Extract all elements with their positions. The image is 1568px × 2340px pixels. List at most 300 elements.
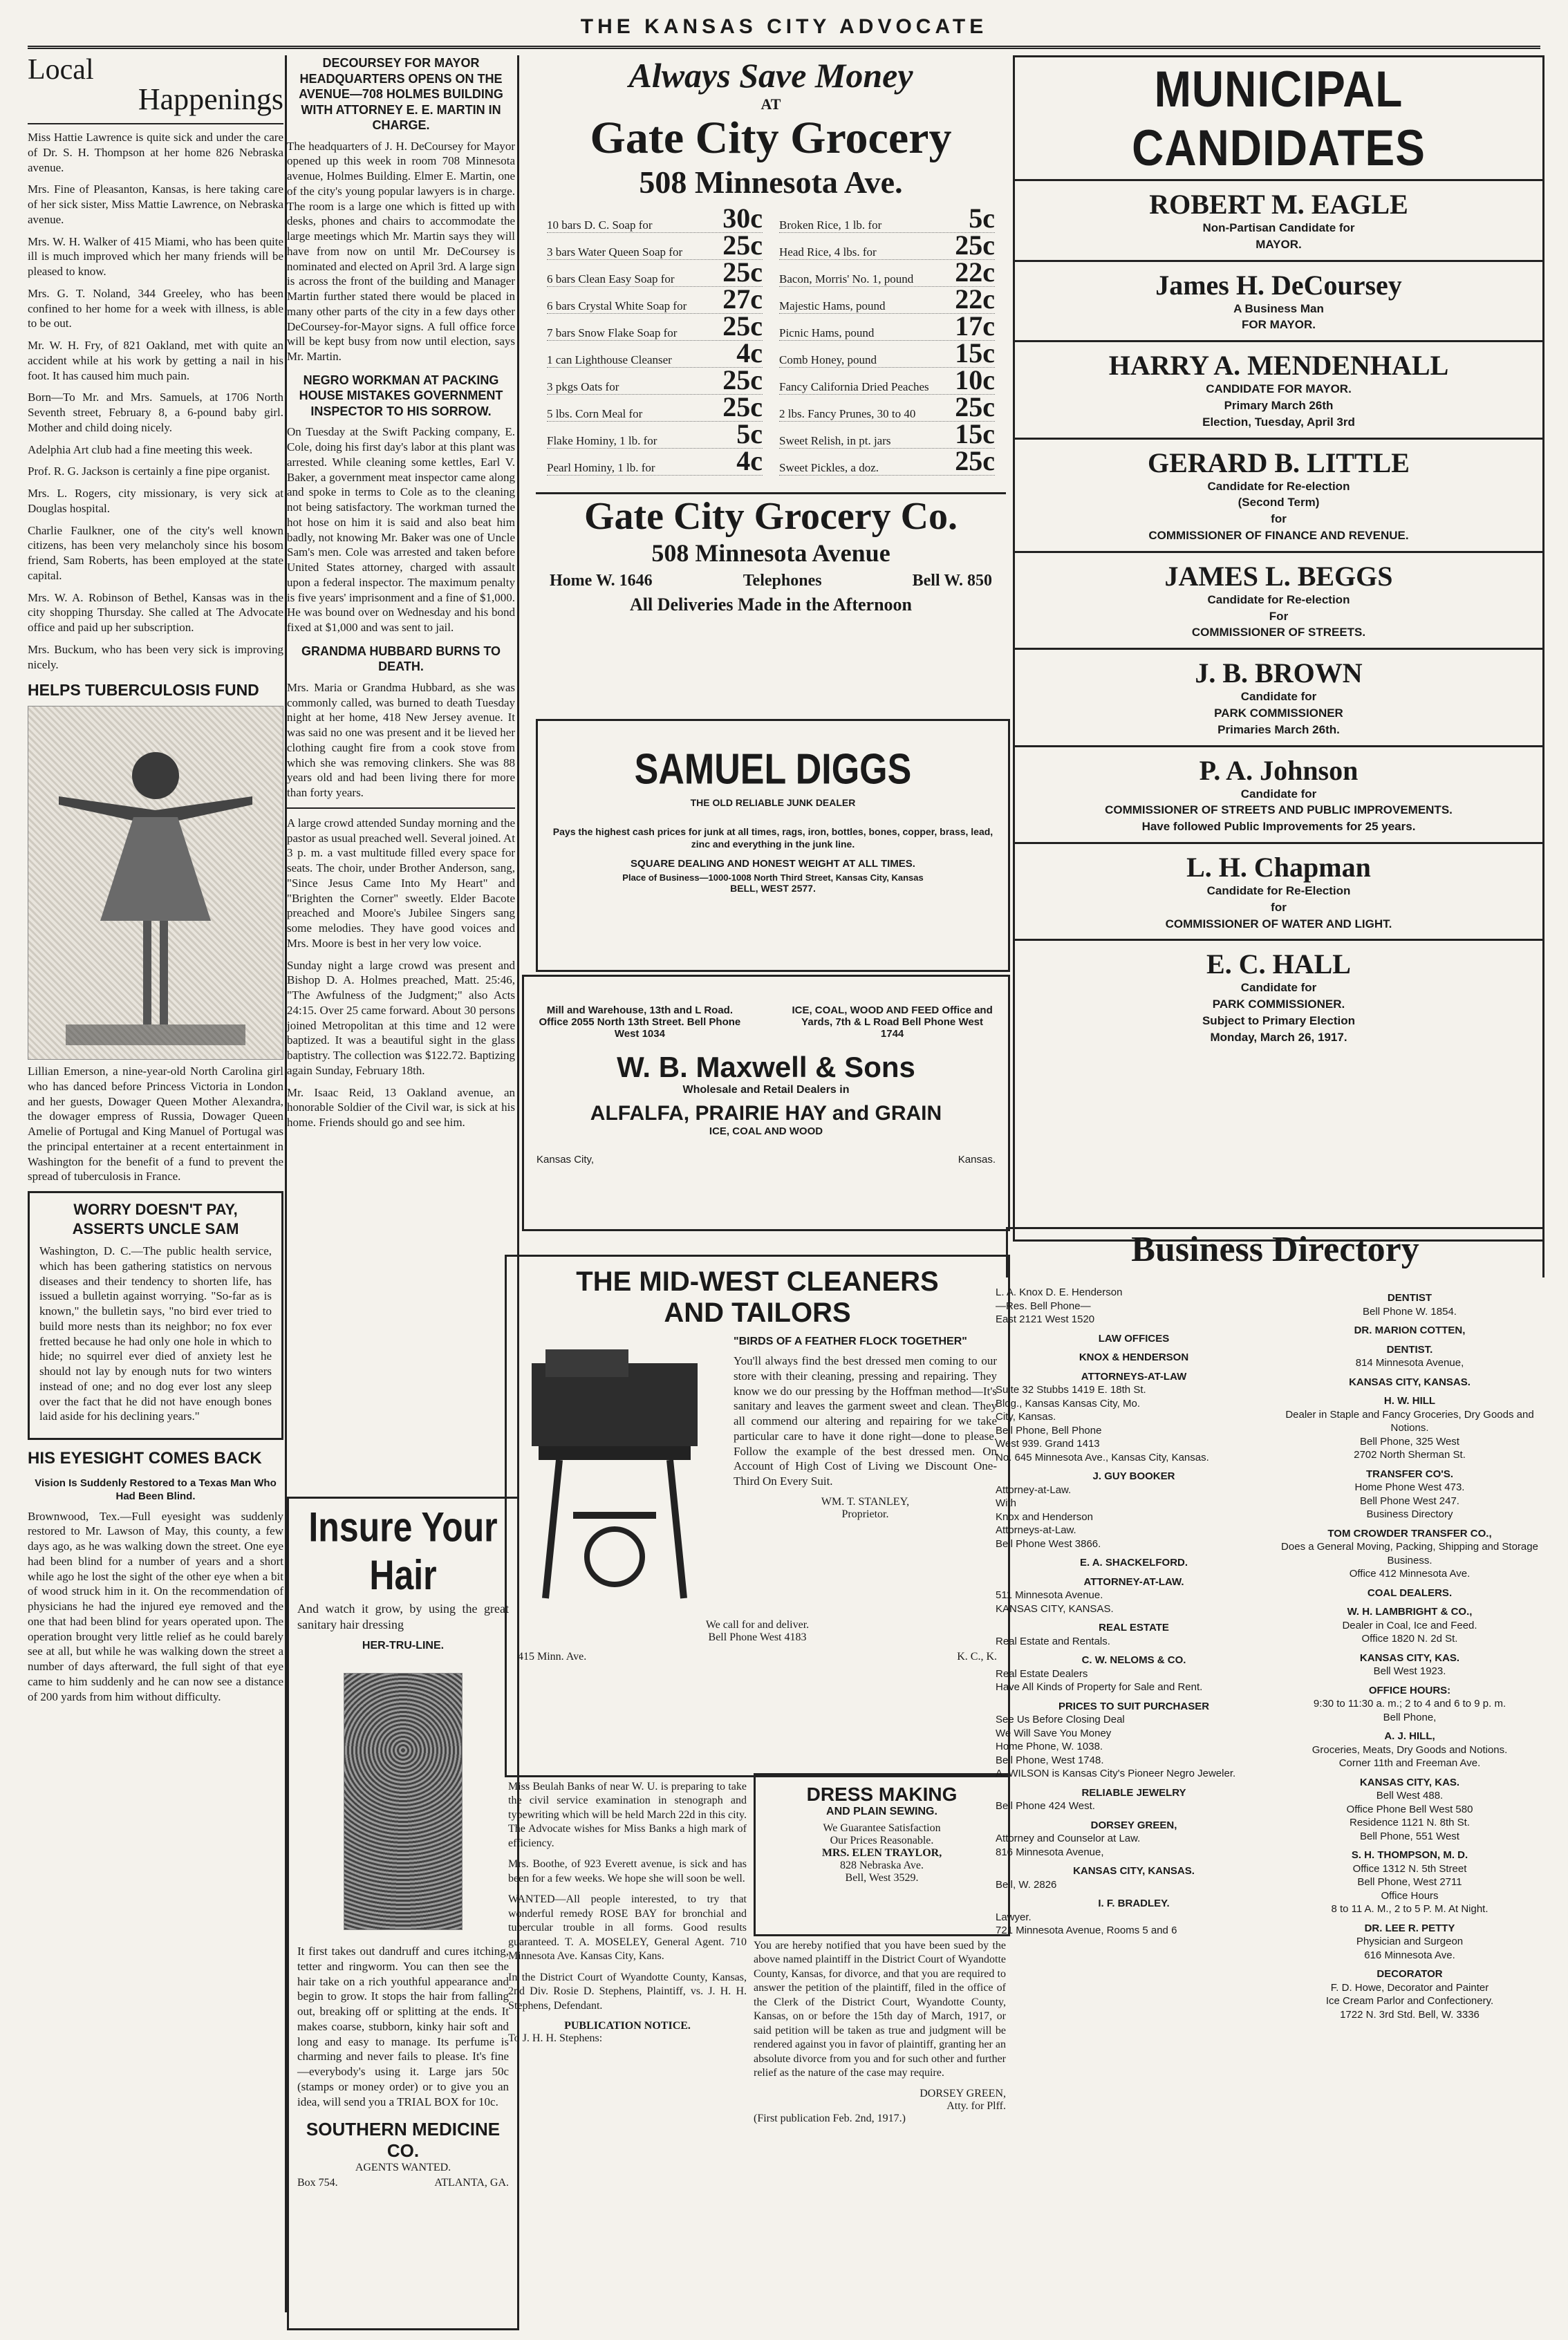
directory-line: Corner 11th and Freeman Ave. — [1338, 1757, 1481, 1769]
junk-dealer-ad — [536, 719, 1010, 972]
directory-line: West 939. Grand 1413 — [996, 1438, 1100, 1450]
eyesight-body: Brownwood, Tex.—Full eyesight was suddenly restored to Mr. Lawson of May, this county, a few days ago, as he was walking down the street. One eye had been blind for a number of years and a short while ago he lost the sight of the other eye when a bit of wood struck him in it. On the recommendation of physicians he had the injured eye removed and the one that had been blind for years operated upon. The operation brought very little relief as he could barely see at all, but while he was walking down the street a number of days afterward, the full sight of that eye came to him suddenly and he can now see a distance of 200 yards from him without difficulty. — [28, 1509, 283, 1703]
grocery-item — [779, 418, 995, 449]
grocery-item — [779, 391, 995, 422]
grocery-item-desc: 7 bars Snow Flake Soap for — [547, 326, 678, 339]
directory-line: Does a General Moving, Packing, Shipping and Storage Business. — [1281, 1541, 1538, 1566]
grocery-item — [547, 391, 763, 422]
candidate-line: Non-Partisan Candidate for — [1202, 221, 1355, 234]
local-happenings-title: Local Happenings — [28, 55, 283, 116]
grocery-item-price: 5c — [969, 202, 995, 234]
cleaners-phone: Bell Phone West 4183 — [708, 1631, 807, 1643]
directory-line: S. H. THOMPSON, M. D. — [1351, 1849, 1468, 1861]
grocery-item-price: 25c — [955, 229, 995, 261]
grocery-item — [779, 310, 995, 341]
directory-line: 511 Minnesota Avenue. — [996, 1589, 1103, 1601]
hair-ad-city: ATLANTA, GA. — [434, 2177, 509, 2189]
grandma-body: Mrs. Maria or Grandma Hubbard, as she was commonly called, was burned to death Tuesday night at her home, 418 New Jersey avenue. It was said no one was present and it be lieved her clothing caught fire from a cook stove from which she was removing clinkers. She was 88 years old and had been living there for more than forty years. — [287, 680, 515, 799]
grocery-name: Gate City Grocery — [590, 113, 952, 163]
reid-paragraph: Mr. Isaac Reid, 13 Oakland avenue, an honorable Soldier of the Civil war, is sick at his home. Friends should go and see him. — [287, 1085, 515, 1129]
candidate-line: PARK COMMISSIONER — [1214, 706, 1343, 720]
candidate-list — [1015, 179, 1542, 1053]
candidate-line: Primary March 26th — [1224, 398, 1334, 412]
directory-line: C. W. NELOMS & CO. — [1081, 1654, 1186, 1666]
directory-line: ATTORNEYS-AT-LAW — [1081, 1370, 1187, 1383]
maxwell-name: W. B. Maxwell & Sons — [617, 1051, 915, 1083]
grocery-item-price: 15c — [955, 418, 995, 449]
publication-notice — [754, 1939, 1006, 2326]
notice-body: You are hereby notified that you have been sued by the above named plaintiff in the District Court of Wyandotte County, Kansas, for divorce, and that you are required to answer the petition of the plaintiff, filed in the office of the Clerk of the District Court, Wyandotte County, Kansas, on or before the 15th day of March, 1917, or said petition will be taken as true and judgment will be rendered against you in favor of plaintiff, granting her an absolute divorce from you and for such other and further relief as the nature of the case may require. — [754, 1940, 1006, 2079]
directory-line: Real Estate and Rentals. — [996, 1635, 1110, 1647]
grocery-item-price: 25c — [722, 364, 763, 395]
grocery-item — [547, 229, 763, 261]
directory-line: Knox and Henderson — [996, 1510, 1093, 1523]
local-item: Mrs. W. H. Walker of 415 Miami, who has been quite ill is much improved which her many friends will be pleased to know. — [28, 234, 283, 278]
church-paragraph: A large crowd attended Sunday morning and the pastor as usual preached well. Several joined. At 3 p. m. a vast multitude filled every space for seats. The choir, under Brother Anderson, sang, "Since Jesus Came Into My Heart" and "Brighten the Corner" sweetly. Elder Bacote preached and Moore's Jubilee Singers sang some melodies. They have good voices and Mrs. Moore is best in her very low voice. — [287, 816, 515, 950]
grocery-item-price: 4c — [736, 444, 763, 476]
directory-line: City, Kansas. — [996, 1411, 1056, 1423]
directory-line: I. F. BRADLEY. — [1098, 1898, 1170, 1909]
directory-line: DORSEY GREEN, — [1090, 1819, 1177, 1831]
directory-line: Bell West 488. — [1376, 1790, 1444, 1801]
directory-line: 9:30 to 11:30 a. m.; 2 to 4 and 6 to 9 p. m. — [1313, 1698, 1506, 1710]
grocery-item — [547, 418, 763, 449]
candidate-name: HARRY A. MENDENHALL — [1108, 350, 1449, 382]
hair-ad — [287, 1497, 519, 2330]
directory-line: Attorneys-at-Law. — [996, 1524, 1076, 1536]
grocery-item-price: 17c — [955, 310, 995, 341]
candidate-line: Candidate for — [1240, 981, 1317, 995]
candidate-name: J. B. BROWN — [1195, 657, 1363, 689]
candidate-line: Monday, March 26, 1917. — [1210, 1030, 1347, 1044]
grocery-item — [547, 364, 763, 395]
grocery-price-list — [536, 200, 1006, 481]
directory-line: RELIABLE JEWELRY — [1081, 1786, 1186, 1799]
business-directory-title: Business Directory — [1006, 1227, 1544, 1277]
worry-heading: WORRY DOESN'T PAY, ASSERTS UNCLE SAM — [72, 1201, 239, 1237]
grocery-item-desc: Fancy California Dried Peaches — [779, 380, 929, 393]
directory-line: Ice Cream Parlor and Confectionery. — [1325, 1995, 1494, 2007]
candidate-name: E. C. HALL — [1206, 948, 1351, 980]
local-item: Charlie Faulkner, one of the city's well known citizens, has been very melancholy since his bosom friend, Sam Roberts, has been employed at the state capital. — [28, 523, 283, 582]
directory-line: Bell Phone W. 1854. — [1363, 1305, 1457, 1318]
directory-line: Real Estate Dealers — [996, 1667, 1088, 1680]
directory-line: Bell, W. 2826 — [996, 1878, 1057, 1891]
directory-line: Bell Phone, West 2711 — [1357, 1876, 1462, 1888]
directory-line: F. D. Howe, Decorator and Painter — [1330, 1981, 1489, 1994]
directory-line: OFFICE HOURS: — [1368, 1684, 1451, 1696]
grocery-item-desc: Head Rice, 4 lbs. for — [779, 245, 877, 259]
directory-line: KANSAS CITY, KAS. — [1359, 1776, 1460, 1788]
directory-line: A. WILSON is Kansas City's Pioneer Negro Jeweler. — [996, 1768, 1236, 1779]
directory-line: ATTORNEY-AT-LAW. — [1083, 1575, 1184, 1588]
local-item: Mrs. G. T. Noland, 344 Greeley, who has been confined to her home for a week with illness, is able to be out. — [28, 286, 283, 330]
directory-line: DENTIST — [1387, 1292, 1432, 1304]
directory-line: TOM CROWDER TRANSFER CO., — [1327, 1527, 1492, 1539]
dress-line: We Guarantee Satisfaction — [823, 1822, 941, 1834]
local-item: Mrs. Buckum, who has been very sick is improving nicely. — [28, 642, 283, 671]
grocery-item-desc: 2 lbs. Fancy Prunes, 30 to 40 — [779, 406, 916, 420]
directory-line: 616 Minnesota Ave. — [1364, 1949, 1455, 1961]
local-item: Prof. R. G. Jackson is certainly a fine pipe organist. — [28, 465, 270, 478]
directory-line: L. A. Knox D. E. Henderson — [996, 1286, 1123, 1298]
candidate-line: Candidate for Re-election — [1207, 592, 1350, 606]
grocery-item-price: 10c — [955, 364, 995, 395]
directory-line: Bldg., Kansas Kansas City, Mo. — [996, 1397, 1140, 1410]
negro-workman-heading: NEGRO WORKMAN AT PACKING HOUSE MISTAKES GOVERNMENT INSPECTOR TO HIS SORROW. — [299, 373, 503, 418]
grocery-ad — [536, 55, 1006, 705]
grocery-item-desc: Broken Rice, 1 lb. for — [779, 218, 882, 232]
grocery-item-price: 25c — [955, 444, 995, 476]
maxwell-right: ICE, COAL, WOOD AND FEED Office and Yards, 7th & L Road Bell Phone West 1744 — [792, 1004, 993, 1040]
grocery-item-desc: 3 bars Water Queen Soap for — [547, 245, 683, 259]
local-item: Born—To Mr. and Mrs. Samuels, at 1706 North Seventh street, February 8, a 6-pound baby girl. Mother and child doing nicely. — [28, 391, 283, 434]
worry-body: Washington, D. C.—The public health service, which has been gathering statistics on nervous diseases and their tendency to shorten life, has issued a bulletin against worrying. "So-far as is known," the bulletin says, "no bird ever tried to build more nests than its neighbor; no fox ever fretted because he had only one hole in which to hide; no squirrel ever died of anxiety lest he should not lay by enough nuts for two winters instead of one; and no dog ever lost any sleep over the fact that he did not have enough bones laid aside for his declining years." — [39, 1244, 272, 1423]
decoursey-body: The headquarters of J. H. DeCoursey for Mayor opened up this week in room 708 Minnesota avenue, Holmes Building. Elmer E. Martin, one of the city's young popular lawyers is in charge. The room is a large one which is fitted up with desks, phones and chairs to accommodate the large meetings which Mr. Martin says they will have from now on until Mr. DeCoursey is nominated and elected on April 3rd. A large sign is across the front of the building and Manager Martin further stated there would be placed in many other parts of the city in a few days other DeCoursey-for-Mayor signs. A full office force will be kept busy from now until election, says Mr. Martin. — [287, 139, 515, 363]
grocery-item-desc: Bacon, Morris' No. 1, pound — [779, 272, 914, 286]
grocery-item — [779, 337, 995, 368]
candidate-line: for — [1271, 512, 1287, 526]
directory-line: Office Phone Bell West 580 — [1346, 1803, 1473, 1815]
decoursey-heading: DECOURSEY FOR MAYOR HEADQUARTERS OPENS ON THE AVENUE—708 HOLMES BUILDING WITH ATTORNEY E. E. MARTIN IN CHARGE. — [299, 56, 503, 132]
grocery-item-desc: Sweet Relish, in pt. jars — [779, 433, 891, 447]
candidate-name: ROBERT M. EAGLE — [1149, 189, 1408, 220]
grocery-slogan: Always Save Money — [628, 56, 913, 95]
cleaners-address: 415 Minn. Ave. — [518, 1651, 587, 1663]
grocery-item-desc: 1 can Lighthouse Cleanser — [547, 353, 672, 366]
grocery-footer-address: 508 Minnesota Avenue — [651, 539, 890, 567]
grocery-item-price: 25c — [722, 391, 763, 422]
directory-line: Office 412 Minnesota Ave. — [1349, 1568, 1471, 1580]
grocery-item — [547, 444, 763, 476]
dress-line: Our Prices Reasonable. — [830, 1835, 934, 1846]
directory-line: Bell Phone West 3866. — [996, 1537, 1101, 1550]
cleaners-owner: WM. T. STANLEY, — [821, 1495, 910, 1508]
diggs-square: SQUARE DEALING AND HONEST WEIGHT AT ALL TIMES. — [631, 857, 915, 870]
grocery-delivery: All Deliveries Made in the Afternoon — [630, 594, 912, 615]
municipal-title: MUNICIPAL CANDIDATES — [1132, 60, 1426, 176]
dancer-figure-icon — [52, 713, 259, 1052]
grocery-item-price: 25c — [722, 229, 763, 261]
cleaners-quote: "BIRDS OF A FEATHER FLOCK TOGETHER" — [734, 1336, 967, 1347]
cleaners-role: Proprietor. — [841, 1508, 889, 1520]
directory-line: Bell Phone 424 West. — [996, 1800, 1095, 1812]
directory-line: H. W. HILL — [1383, 1395, 1436, 1407]
maxwell-ad — [522, 975, 1010, 1231]
directory-line: Bell Phone West 247. — [1360, 1495, 1459, 1507]
directory-line: 8 to 11 A. M., 2 to 5 P. M. At Night. — [1331, 1903, 1488, 1915]
candidate-line: Subject to Primary Election — [1202, 1013, 1356, 1027]
directory-line: Bell Phone, West 1748. — [996, 1754, 1104, 1766]
grocery-item — [547, 310, 763, 341]
candidate-name: James H. DeCoursey — [1155, 269, 1402, 301]
candidate-line: Have followed Public Improvements for 25 years. — [1141, 820, 1416, 834]
directory-line: DENTIST. — [1386, 1343, 1433, 1356]
grocery-item — [779, 364, 995, 395]
candidate-line: COMMISSIONER OF STREETS. — [1191, 626, 1366, 639]
notice-publication: (First publication Feb. 2nd, 1917.) — [754, 2112, 906, 2124]
cleaners-city: K. C., K. — [957, 1651, 997, 1663]
grocery-at: AT — [760, 95, 781, 113]
grocery-item-desc: Pearl Hominy, 1 lb. for — [547, 460, 655, 474]
candidate-card — [1015, 648, 1542, 745]
grocery-footer-name: Gate City Grocery Co. — [536, 492, 1006, 539]
dressmaking-ad — [754, 1773, 1010, 1936]
directory-line: KANSAS CITY, KANSAS. — [996, 1602, 1114, 1615]
directory-line: DR. LEE R. PETTY — [1364, 1922, 1455, 1934]
grocery-item-desc: Comb Honey, pound — [779, 353, 877, 366]
grocery-address: 508 Minnesota Ave. — [639, 164, 903, 200]
local-item: Mrs. W. A. Robinson of Bethel, Kansas was in the city shopping Thursday. She called at The Advocate office and paid up her subscription. — [28, 590, 283, 634]
column-news — [287, 55, 515, 1490]
local-item: Mr. W. H. Fry, of 821 Oakland, met with quite an accident while at his work by getting a nail in his foot. It has caused him much pain. — [28, 339, 283, 382]
directory-line: LAW OFFICES — [1098, 1332, 1170, 1345]
dress-line: 828 Nebraska Ave. — [840, 1860, 924, 1871]
diggs-tagline: THE OLD RELIABLE JUNK DEALER — [690, 797, 856, 808]
grocery-item — [779, 444, 995, 476]
hair-ad-agents: AGENTS WANTED. — [355, 2162, 451, 2174]
directory-line: KANSAS CITY, KAS. — [1359, 1651, 1460, 1664]
candidate-line: (Second Term) — [1238, 496, 1320, 509]
directory-line: East 2121 West 1520 — [996, 1313, 1095, 1325]
directory-column-left — [996, 1286, 1272, 2309]
negro-workman-body: On Tuesday at the Swift Packing company, E. Cole, doing his first day's labor at this plant was arrested. While cleaning some kettles, Earl V. Baker, a government meat inspector came along and spoke in terms to Cole as to the cleaning not being satisfactory. The workman turned the hot hose on him it is said and also beat him badly, not knowing Mr. Baker was one of Uncle Sam's men. Cole was arrested and taken before United States attorney, charged with assault upon a federal inspector. The maximum penalty is five years' imprisonment and a fine of $1,000. He was bound over on Wednesday and his bond fixed at $1,000 and was sent to jail. — [287, 425, 515, 634]
candidate-line: CANDIDATE FOR MAYOR. — [1206, 382, 1352, 396]
directory-line: Bell West 1923. — [1373, 1665, 1446, 1677]
directory-line: E. A. SHACKELFORD. — [1079, 1557, 1188, 1569]
misc-column — [508, 1780, 747, 2326]
directory-line: Home Phone West 473. — [1354, 1481, 1465, 1493]
candidate-line: for — [1271, 900, 1287, 914]
directory-line: A. J. HILL, — [1384, 1730, 1435, 1742]
grocery-item-price: 30c — [722, 202, 763, 234]
grocery-item — [779, 283, 995, 315]
worry-box — [28, 1191, 283, 1440]
banks-item: Miss Beulah Banks of near W. U. is preparing to take the civil service examination in stenograph and typewriting which will be held March 22d in this city. The Advocate wishes for Miss Banks a high mark of efficiency. — [508, 1781, 747, 1849]
dancer-photo — [28, 706, 283, 1060]
court-caption: In the District Court of Wyandotte County, Kansas, 2nd Div. Rosie D. Stephens, Plaintiff, vs. J. H. H. Stephens, Defendant. — [508, 1971, 747, 2012]
directory-line: KNOX & HENDERSON — [1079, 1351, 1189, 1363]
directory-line: Office 1820 N. 2d St. — [1361, 1633, 1458, 1645]
hair-ad-box: Box 754. — [297, 2177, 338, 2189]
grocery-item-price: 5c — [736, 418, 763, 449]
directory-line: Bell Phone, Bell Phone — [996, 1424, 1102, 1436]
directory-line: Attorney-at-Law. — [996, 1483, 1072, 1496]
candidate-card — [1015, 842, 1542, 939]
directory-line: 2702 North Sherman St. — [1354, 1449, 1466, 1461]
candidate-line: PARK COMMISSIONER. — [1212, 998, 1345, 1011]
directory-line: Office 1312 N. 5th Street — [1352, 1862, 1467, 1875]
directory-line: TRANSFER CO'S. — [1365, 1468, 1454, 1480]
candidate-name: P. A. Johnson — [1199, 754, 1359, 786]
directory-column-right — [1279, 1286, 1540, 2309]
tuberculosis-caption: Lillian Emerson, a nine-year-old North Carolina girl who has danced before Princess Victoria in London and her guests, Dowager Queen Mother Alexandra, the dowager empress of Russia, Dowager Queen Amelie of Portugal and King Manuel of Portugal was the principal entertainer at a recent entertainment in Washington for the benefit of a fund to prevent the spread of tuberculosis in France. — [28, 1065, 283, 1183]
eyesight-subheading: Vision Is Suddenly Restored to a Texas Man Who Had Been Blind. — [35, 1477, 277, 1502]
directory-line: DECORATOR — [1376, 1968, 1443, 1980]
diggs-name: SAMUEL DIGGS — [634, 745, 912, 794]
grocery-item-desc: Majestic Hams, pound — [779, 299, 886, 312]
candidate-line: COMMISSIONER OF WATER AND LIGHT. — [1165, 917, 1392, 930]
directory-line: See Us Before Closing Deal — [996, 1714, 1125, 1725]
candidate-line: Election, Tuesday, April 3rd — [1202, 415, 1355, 429]
candidate-card — [1015, 551, 1542, 648]
directory-line: Have All Kinds of Property for Sale and Rent. — [996, 1681, 1203, 1693]
directory-line: Suite 32 Stubbs 1419 E. 18th St. — [996, 1384, 1146, 1396]
directory-line: DR. MARION COTTEN, — [1354, 1325, 1466, 1336]
candidate-card — [1015, 179, 1542, 260]
directory-line: —Res. Bell Phone— — [996, 1300, 1091, 1312]
local-item: Adelphia Art club had a fine meeting this week. — [28, 442, 253, 456]
cleaners-body: You'll always find the best dressed men coming to our store with their cleaning, pressing and repairing. They know we do our pressing by the Hoffman method—It's sanitary and leaves the garment sweet and clean. They all commend our altering and repairing for we take particular care to have it done right—done to please. Follow the example of the best dressed men. On Account of High Cost of Living we Discount One-Third On Every Suit. — [734, 1354, 997, 1488]
directory-line: Business Directory — [1366, 1508, 1453, 1520]
column-local — [28, 55, 283, 2312]
grandma-heading: GRANDMA HUBBARD BURNS TO DEATH. — [301, 644, 501, 674]
grocery-item-price: 4c — [736, 337, 763, 368]
maxwell-city: Kansas City, — [536, 1154, 595, 1166]
grocery-item-desc: 6 bars Clean Easy Soap for — [547, 272, 675, 286]
directory-line: Lawyer. — [996, 1911, 1032, 1923]
grocery-item — [547, 202, 763, 234]
notice-signature: DORSEY GREEN, — [920, 2087, 1006, 2099]
diggs-body: Pays the highest cash prices for junk at all times, rags, iron, bottles, bones, copper, brass, lead, zinc and everything in the junk line. — [552, 826, 993, 850]
maxwell-sub: Wholesale and Retail Dealers in — [682, 1084, 850, 1096]
wanted-item: WANTED—All people interested, to try that wonderful remedy ROSE BAY for bronchial and tubercular trouble in all forms. Good results guaranteed. T. A. MOSELEY, General Agent. 710 Minnesota Ave. Kansas City, Kans. — [508, 1893, 747, 1963]
dress-sub: AND PLAIN SEWING. — [826, 1806, 937, 1817]
grocery-item — [779, 256, 995, 288]
grocery-item — [547, 256, 763, 288]
candidate-card — [1015, 260, 1542, 341]
candidate-line: Candidate for — [1240, 690, 1317, 704]
candidate-name: JAMES L. BEGGS — [1164, 560, 1393, 592]
directory-line: With — [996, 1497, 1016, 1509]
directory-line: No. 645 Minnesota Ave., Kansas City, Kansas. — [996, 1451, 1209, 1463]
directory-line: Bell Phone, — [1383, 1711, 1437, 1723]
eyesight-heading: HIS EYESIGHT COMES BACK — [28, 1449, 262, 1468]
hair-ad-body: It first takes out dandruff and cures itching, tetter and ringworm. You can then see the hair take on a rich youthful appearance and begin to grow. It stops the hair from falling out, breaking off or splitting at the ends. It makes coarse, stubborn, kinky hair soft and long and easy to manage. Its perfume is charming and never fails to please. It's fine—everybody's using it. Large jars 50c (stamps or money order) or to give you an idea, will send you a TRIAL BOX for 10c. — [297, 1945, 509, 2108]
candidate-line: Candidate for Re-election — [1207, 479, 1350, 493]
directory-line: 814 Minnesota Avenue, — [1355, 1357, 1464, 1369]
directory-line: Dealer in Coal, Ice and Feed. — [1342, 1619, 1477, 1631]
directory-line: We Will Save You Money — [996, 1727, 1112, 1739]
hair-ad-intro: And watch it grow, by using the great sanitary hair dressing — [297, 1602, 509, 1632]
grocery-item-desc: Picnic Hams, pound — [779, 326, 875, 339]
directory-line: COAL DEALERS. — [1367, 1586, 1453, 1599]
candidate-line: COMMISSIONER OF STREETS AND PUBLIC IMPROVEMENTS. — [1105, 803, 1453, 817]
directory-line: J. GUY BOOKER — [1092, 1470, 1175, 1482]
diggs-place: Place of Business—1000-1008 North Third Street, Kansas City, Kansas — [622, 872, 924, 883]
hair-ad-product: HER-TRU-LINE. — [362, 1640, 445, 1652]
grocery-item-desc: 6 bars Crystal White Soap for — [547, 299, 687, 312]
grocery-item-desc: Flake Hominy, 1 lb. for — [547, 433, 657, 447]
hair-ad-company: SOUTHERN MEDICINE CO. — [306, 2119, 501, 2162]
grocery-item-desc: 10 bars D. C. Soap for — [547, 218, 653, 232]
grocery-item-price: 15c — [955, 337, 995, 368]
candidate-line: Primaries March 26th. — [1217, 722, 1340, 736]
candidate-card — [1015, 745, 1542, 842]
candidate-line: For — [1269, 609, 1289, 623]
directory-line: Physician and Surgeon — [1356, 1936, 1464, 1947]
grocery-item-price: 25c — [722, 310, 763, 341]
candidate-name: GERARD B. LITTLE — [1148, 447, 1410, 478]
dress-title: DRESS MAKING — [806, 1784, 958, 1805]
masthead: THE KANSAS CITY ADVOCATE — [28, 15, 1540, 49]
directory-line: Home Phone, W. 1038. — [996, 1741, 1103, 1752]
directory-line: 816 Minnesota Avenue, — [996, 1846, 1104, 1858]
dress-line: Bell, West 3529. — [845, 1872, 919, 1884]
directory-line: Bell Phone, 551 West — [1360, 1830, 1459, 1842]
directory-line: 721 Minnesota Avenue, Rooms 5 and 6 — [996, 1925, 1177, 1936]
grocery-item-price: 25c — [955, 391, 995, 422]
hair-portrait — [344, 1673, 463, 1930]
candidate-line: MAYOR. — [1256, 237, 1302, 251]
local-item: Mrs. Fine of Pleasanton, Kansas, is here taking care of her sick sister, Miss Mattie Lawrence, on Nebraska avenue. — [28, 182, 283, 226]
boothe-item: Mrs. Boothe, of 923 Everett avenue, is sick and has been for a few weeks. We hope she will soon be well. — [508, 1858, 747, 1884]
cleaners-title: THE MID-WEST CLEANERS AND TAILORS — [576, 1266, 939, 1328]
candidate-line: Candidate for — [1240, 787, 1317, 801]
grocery-item-desc: Sweet Pickles, a doz. — [779, 460, 879, 474]
directory-line: Attorney and Counselor at Law. — [996, 1833, 1141, 1844]
grocery-item — [547, 337, 763, 368]
candidate-line: Candidate for Re-Election — [1206, 883, 1351, 897]
church-paragraph: Sunday night a large crowd was present and Bishop D. A. Holmes preached, Matt. 25:46, "The Awfulness of the Judgment;" also Acts 24:15. Over 25 came forward. About 30 persons joined Metropolitan at this time and 12 were baptized. It was a beautiful sight in the glass baptistry. The collection was $122.72. Baptizing again Sunday, February 18th. — [287, 958, 515, 1077]
grocery-item-price: 27c — [722, 283, 763, 315]
cleaners-ad — [505, 1255, 1010, 1777]
directory-line: Dealer in Staple and Fancy Groceries, Dry Goods and Notions. — [1285, 1408, 1534, 1434]
cleaners-call: We call for and deliver. — [705, 1619, 810, 1631]
directory-line: PRICES TO SUIT PURCHASER — [1058, 1700, 1210, 1712]
notice-heading: PUBLICATION NOTICE. — [564, 2020, 691, 2032]
grocery-item-desc: 3 pkgs Oats for — [547, 380, 619, 393]
directory-line: 1722 N. 3rd Std. Bell, W. 3336 — [1340, 2008, 1480, 2021]
maxwell-state: Kansas. — [958, 1154, 996, 1166]
sewing-machine-icon — [518, 1336, 725, 1612]
directory-line: Groceries, Meats, Dry Goods and Notions. — [1312, 1743, 1508, 1756]
directory-line: KANSAS CITY, KANSAS. — [1073, 1865, 1195, 1877]
local-item: Miss Hattie Lawrence is quite sick and under the care of Dr. S. H. Thompson at her home 826 Nebraska avenue. — [28, 131, 283, 174]
grocery-item — [547, 283, 763, 315]
directory-line: Residence 1121 N. 8th St. — [1350, 1817, 1470, 1828]
candidate-line: COMMISSIONER OF FINANCE AND REVENUE. — [1148, 528, 1409, 542]
notice-attorney: Atty. for Plff. — [946, 2099, 1006, 2112]
grocery-item — [779, 229, 995, 261]
candidate-name: L. H. Chapman — [1186, 851, 1371, 883]
diggs-phone: BELL, WEST 2577. — [730, 882, 816, 894]
grocery-item-price: 22c — [955, 283, 995, 315]
directory-line: REAL ESTATE — [1099, 1622, 1169, 1634]
notice-to: To J. H. H. Stephens: — [508, 2032, 603, 2045]
directory-line: Office Hours — [1381, 1889, 1439, 1902]
municipal-candidates — [1013, 55, 1544, 1242]
candidate-card — [1015, 340, 1542, 437]
maxwell-left: Mill and Warehouse, 13th and L Road. Office 2055 North 13th Street. Bell Phone West 1034 — [539, 1004, 741, 1040]
grocery-item-price: 25c — [722, 256, 763, 288]
maxwell-goods2: ICE, COAL AND WOOD — [709, 1125, 823, 1137]
directory-line: Bell Phone, 325 West — [1360, 1435, 1459, 1448]
candidate-card — [1015, 939, 1542, 1052]
hair-ad-title: Insure Your Hair — [308, 1504, 498, 1599]
maxwell-goods: ALFALFA, PRAIRIE HAY and GRAIN — [590, 1102, 942, 1125]
grocery-item-price: 22c — [955, 256, 995, 288]
grocery-item — [779, 202, 995, 234]
candidate-card — [1015, 438, 1542, 551]
tuberculosis-heading: HELPS TUBERCULOSIS FUND — [28, 681, 259, 700]
grocery-telephones: Home W. 1646 Telephones Bell W. 850 — [550, 571, 992, 590]
grocery-item-desc: 5 lbs. Corn Meal for — [547, 406, 643, 420]
candidate-line: A Business Man — [1233, 301, 1324, 315]
directory-line: KANSAS CITY, KANSAS. — [1349, 1376, 1471, 1388]
directory-line: W. H. LAMBRIGHT & CO., — [1347, 1606, 1473, 1618]
local-item: Mrs. L. Rogers, city missionary, is very sick at Douglas hospital. — [28, 487, 283, 515]
